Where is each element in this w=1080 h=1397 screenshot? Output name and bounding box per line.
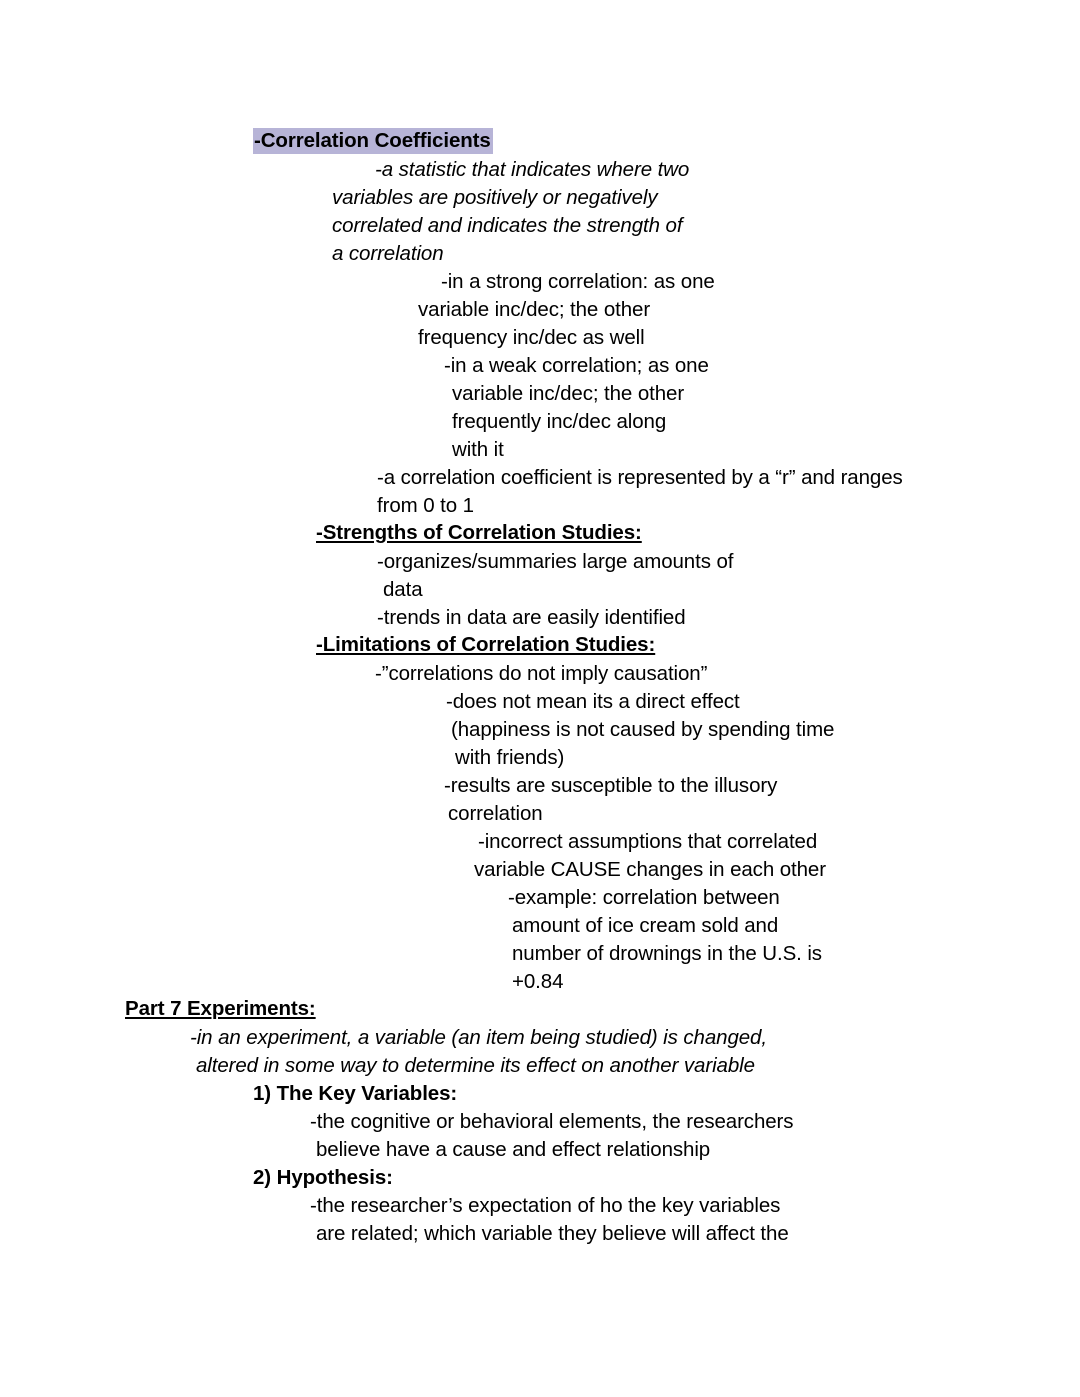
note-line: -a correlation coefficient is represented by a “r” and ranges bbox=[377, 466, 903, 489]
note-line: -”correlations do not imply causation” bbox=[375, 662, 708, 685]
note-line: -example: correlation between bbox=[508, 886, 780, 909]
note-heading: 2) Hypothesis: bbox=[253, 1166, 393, 1189]
note-line: amount of ice cream sold and bbox=[512, 914, 779, 937]
note-line: -in a weak correlation; as one bbox=[444, 354, 709, 377]
note-line-italic: variables are positively or negatively bbox=[332, 186, 658, 209]
note-line: -in a strong correlation: as one bbox=[441, 270, 715, 293]
note-line-italic: a correlation bbox=[332, 242, 444, 265]
note-line: are related; which variable they believe will affect the bbox=[316, 1222, 789, 1245]
note-line: frequency inc/dec as well bbox=[418, 326, 645, 349]
note-heading-underlined: Part 7 Experiments: bbox=[125, 997, 316, 1020]
note-line-italic: altered in some way to determine its effect on another variable bbox=[196, 1054, 755, 1077]
note-heading: 1) The Key Variables: bbox=[253, 1082, 458, 1105]
note-line: -organizes/summaries large amounts of bbox=[377, 550, 734, 573]
note-line: number of drownings in the U.S. is bbox=[512, 942, 822, 965]
note-line: (happiness is not caused by spending time bbox=[451, 718, 835, 741]
note-line: frequently inc/dec along bbox=[452, 410, 667, 433]
note-line: data bbox=[383, 578, 423, 601]
note-line: believe have a cause and effect relationship bbox=[316, 1138, 711, 1161]
note-line: variable CAUSE changes in each other bbox=[474, 858, 826, 881]
note-line-italic: correlated and indicates the strength of bbox=[332, 214, 683, 237]
note-line: -does not mean its a direct effect bbox=[446, 690, 740, 713]
note-heading-underlined: -Limitations of Correlation Studies: bbox=[316, 633, 656, 656]
note-line: -incorrect assumptions that correlated bbox=[478, 830, 818, 853]
note-line: -the researcher’s expectation of ho the key variables bbox=[310, 1194, 781, 1217]
note-line: -results are susceptible to the illusory bbox=[444, 774, 778, 797]
note-line-italic: -a statistic that indicates where two bbox=[375, 158, 690, 181]
text-highlight: -Correlation Coefficients bbox=[254, 129, 491, 152]
note-line-italic: -in an experiment, a variable (an item being studied) is changed, bbox=[190, 1026, 767, 1049]
note-line: variable inc/dec; the other bbox=[452, 382, 685, 405]
note-line: +0.84 bbox=[512, 970, 564, 993]
note-line: -the cognitive or behavioral elements, the researchers bbox=[310, 1110, 794, 1133]
note-line: from 0 to 1 bbox=[377, 494, 474, 517]
note-line: correlation bbox=[448, 802, 543, 825]
note-line: with friends) bbox=[455, 746, 565, 769]
note-heading-highlighted bbox=[254, 127, 493, 155]
note-line: -trends in data are easily identified bbox=[377, 606, 686, 629]
note-line: with it bbox=[452, 438, 504, 461]
note-heading-underlined: -Strengths of Correlation Studies: bbox=[316, 521, 642, 544]
note-line: variable inc/dec; the other bbox=[418, 298, 651, 321]
